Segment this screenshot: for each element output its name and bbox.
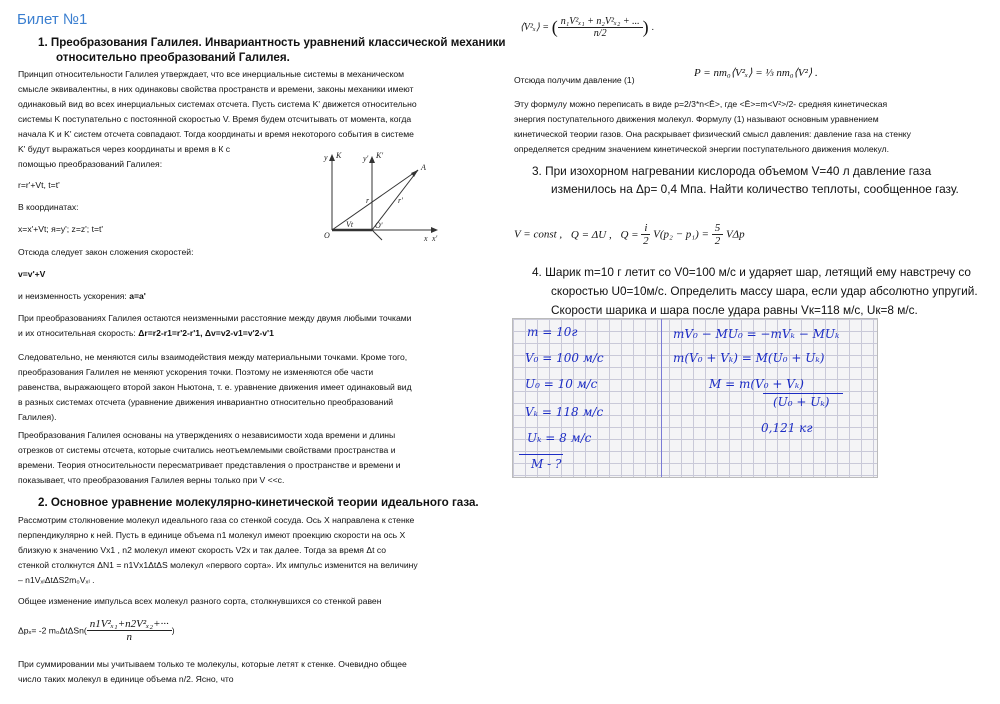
q1-consequence-line: равенства, выражающего второй закон Ньютона, т. е. уравнение движения имеет одинаковый вид [18, 382, 412, 392]
addition-label: Отсюда следует закон сложения скоростей: [18, 247, 194, 257]
diagram-label: r [366, 196, 370, 205]
coords-label: В координатах: [18, 202, 79, 212]
q1-consequence-line: Галилея). [18, 412, 57, 422]
q1-intro-line: смысле эквивалентны, в них одинаковы свойства пространств и времени, законы механики имеют [18, 84, 414, 94]
diagram-label: O' [375, 221, 383, 230]
q3-f3-mid: V(p₂ − p₁) = [653, 228, 709, 241]
arrow-head [411, 170, 418, 177]
avg-lhs: ⟨V²ₓ⟩ = [520, 22, 549, 33]
accel-line [18, 289, 146, 304]
hw-fraction-bar [763, 393, 843, 394]
q1-intro-line: Принцип относительности Галилея утверждает, что все инерциальные системы в механическом [18, 69, 405, 79]
pressure-label: Отсюда получим давление (1) [514, 75, 635, 85]
q4-text [532, 264, 978, 319]
arrow-head [431, 227, 438, 233]
arrow-head [329, 154, 335, 161]
eq-v: v=v'+V [18, 269, 46, 279]
q1-basis [18, 428, 508, 488]
rewrite-line: определяется средним значением кинетической энергии поступательного движения молекул. [514, 144, 889, 154]
q1-intro-line: помощью преобразований Галилея: [18, 159, 163, 169]
q3-frac-den: 2 [643, 235, 649, 247]
total-change-text: Общее изменение импульса всех молекул разного сорта, столкнувшихся со стенкой равен [18, 596, 382, 606]
hw-given: V₀ = 100 м/с [525, 351, 604, 365]
diagram-label: K [336, 151, 342, 160]
diagram-label: y [324, 153, 328, 162]
q1-basis-line: Преобразования Галилея основаны на утверждениях о независимости хода времени и длины [18, 430, 396, 440]
q1-invariance-line: При преобразованиях Галилея остаются неизменными расстояние между двумя любыми точками [18, 313, 412, 323]
q2-line: близкую к значению Vx1 , n2 молекул имеют скорость V2x и так далее. Тогда за время Δt со [18, 545, 387, 555]
dp-suffix: ) [171, 625, 175, 636]
q1-intro-line: системы K поступательно с постоянной скоростью V. Время будем отсчитывать от момента, когда [18, 114, 412, 124]
hw-given: M - ? [531, 457, 562, 471]
q1-heading-line2: относительно преобразований Галилея. [56, 51, 290, 64]
q3-frac-num: i [641, 222, 650, 235]
q1-invariance [18, 311, 508, 341]
q1-consequence-line: преобразования Галилея не меняют ускорения точки. Поэтому не изменяются обе части [18, 367, 374, 377]
q1-basis-line: показывает, что преобразования Галилея верны только при V <<c. [18, 475, 285, 485]
q4-line: скоростью U0=10м/с. Определить массу шара, если удар абсолютно упругий. [551, 284, 978, 298]
galilean-diagram [318, 148, 443, 246]
q3-f1: V = const , [514, 228, 563, 241]
hw-given: U₀ = 10 м/с [525, 377, 598, 391]
avg-formula: ⟨V²ₓ⟩ = ( $\frac{\text{n₁V²ₓ₁ + n₂V²ₓ₂ + ...}}{n/2}$ ) . [520, 16, 655, 39]
rewrite-line: кинетической теории газов. Она раскрывает физический смысл давления: давление газа на стенку [514, 129, 911, 139]
given-divider [661, 319, 662, 477]
diagram-label: K' [376, 151, 384, 160]
handwritten-solution [512, 318, 878, 478]
q3-frac2-num: 5 [712, 222, 724, 235]
q2-sum-line: При суммировании мы учитываем только те молекулы, которые летят к стенке. Очевидно общее [18, 659, 407, 669]
diagram-label: x' [432, 234, 438, 243]
q3-f2: Q = ΔU , [570, 228, 612, 241]
rewrite-text [514, 97, 994, 157]
q2-line: перпендикулярно к ней. Пусть в единице объема n1 молекул имеют проекцию скорости на ось X [18, 530, 406, 540]
rewrite-line: энергия поступательного движения молекул. Формулу (1) называют основным уравнением [514, 114, 879, 124]
q1-intro-line: начала K и K' систем отсчета совпадают. Тогда координаты и время некоторого события в системе [18, 129, 414, 139]
dp-formula [18, 618, 175, 643]
eq-a: a=a' [129, 291, 146, 301]
diagram-label: y' [363, 154, 369, 163]
diagram-label: x [424, 234, 428, 243]
q3-formulas [514, 222, 745, 247]
accel-label: и неизменность ускорения: [18, 291, 127, 301]
q3-line1: 3. При изохорном нагревании кислорода объемом V=40 л давление газа [532, 164, 932, 178]
q2-heading: 2. Основное уравнение молекулярно-кинетической теории идеального газа. [38, 496, 479, 509]
q1-consequence-line: в разных системах отсчета (уравнение движения инвариантно относительно преобразований [18, 397, 394, 407]
q2-line: – n1VₓₗΔtΔS2m₀Vₓₗ . [18, 575, 95, 585]
q1-basis-line: отрезков от системы отсчета, которые считались неотъемлемыми свойствами пространства и [18, 445, 396, 455]
diagram-label: O [324, 231, 330, 240]
q3-frac2-den: 2 [714, 235, 721, 247]
q1-invariance-line: и их относительная скорость: [18, 328, 136, 338]
q1-basis-line: времени. Теория относительности пересматривает представления о пространстве и времени и [18, 460, 401, 470]
diagram-label: r' [398, 196, 403, 205]
q1-heading-line1: 1. Преобразования Галилея. Инвариантность уравнений классической механики [38, 36, 506, 49]
eq-xyz: x=x'+Vt; я=y'; z=z'; t=t' [18, 224, 104, 234]
q1-consequence-line: Следовательно, не меняются силы взаимодействия между материальными точками. Кроме того, [18, 352, 408, 362]
axis-z-prime [372, 230, 382, 240]
diagram-label: A [421, 163, 426, 172]
q2-sum [18, 657, 508, 687]
q2-sum-line: число таких молекул в единице объема n/2. Ясно, что [18, 674, 234, 684]
dp-numerator: n1V²ₓ₁+n2V²ₓ₂+··· [87, 618, 172, 631]
hw-solution: m(V₀ + Vₖ) = M(U₀ + Uₖ) [673, 351, 825, 365]
hw-solution: (U₀ + Uₖ) [773, 395, 830, 409]
q1-consequence [18, 350, 508, 425]
invariance-formula: Δr=r2-r1=r'2-r'1, Δv=v2-v1=v'2-v'1 [138, 328, 274, 338]
given-underline [519, 454, 563, 455]
q2-line: Рассмотрим столкновение молекул идеального газа со стенкой сосуда. Ось X направлена к стенке [18, 515, 415, 525]
q4-line: Скорости шарика и шара после удара равны Vк=118 м/с, Uк=8 м/с. [551, 303, 918, 317]
q1-intro-line: K' будут выражаться через координаты и время в К с [18, 144, 231, 154]
hw-given: Vₖ = 118 м/с [525, 405, 604, 419]
avg-denominator: n/2 [593, 28, 607, 39]
rewrite-line: Эту формулу можно переписать в виде p=2/3*n<Ē>, где <Ē>=m<V²>/2- средняя кинетическая [514, 99, 888, 109]
pressure-formula: P = nm₀⟨V²ₓ⟩ = ⅓ nm₀⟨V²⟩ . [694, 67, 818, 79]
hw-given: m = 10г [527, 325, 578, 339]
hw-given: Uₖ = 8 м/с [527, 431, 592, 445]
diagram-label: Vt [346, 220, 354, 229]
q1-intro-line: одинаковый вид во всех инерциальных системах отсчета. Пусть система K' движется относительно [18, 99, 417, 109]
ticket-title: Билет №1 [17, 11, 88, 28]
hw-solution: 0,121 кг [761, 421, 813, 435]
hw-solution: M = m(V₀ + Vₖ) [709, 377, 804, 391]
q2-body [18, 513, 508, 588]
q3-line2: изменилось на Δp= 0,4 Мпа. Найти количество теплоты, сообщенное газу. [551, 182, 959, 196]
avg-numerator: n₁V²ₓ₁ + n₂V²ₓ₂ + ... [558, 16, 643, 28]
q3-f3-left: Q = [620, 228, 639, 241]
eq-r: r=r'+Vt, t=t' [18, 180, 60, 190]
dp-denominator: n [126, 631, 133, 643]
arrow-head [369, 156, 375, 163]
dp-prefix: Δpₓ= -2 m₀ΔtΔSn( [18, 625, 87, 636]
q3-f3-end: VΔp [725, 228, 745, 241]
q4-line: 4. Шарик m=10 г летит со V0=100 м/с и ударяет шар, летящий ему навстречу со [532, 265, 971, 279]
hw-solution: mV₀ − MU₀ = −mVₖ − MUₖ [673, 327, 840, 341]
q2-line: стенкой столкнутся ΔN1 = n1Vx1ΔtΔS молекул «первого сорта». Их импульс изменится на величину [18, 560, 418, 570]
